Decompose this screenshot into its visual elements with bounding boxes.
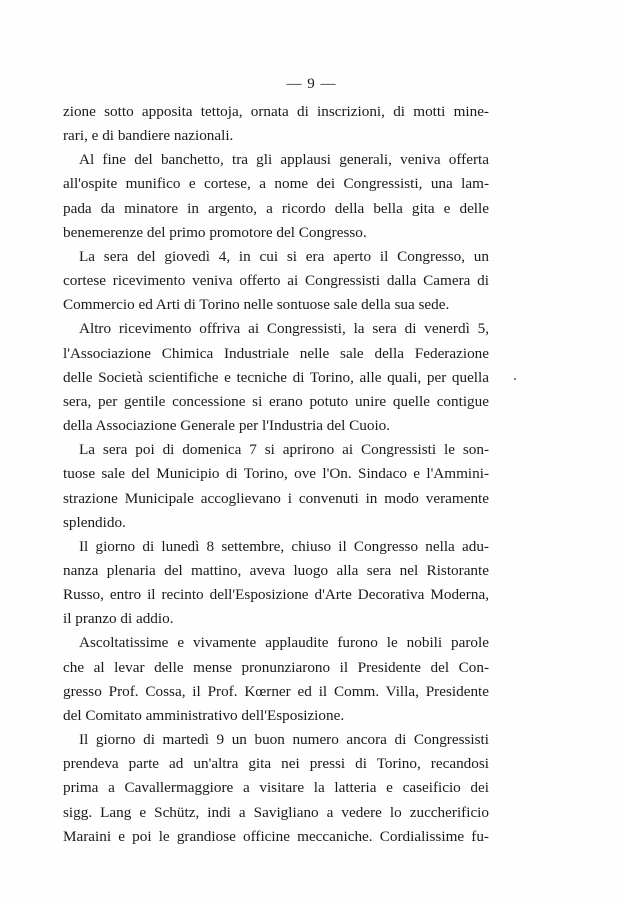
text-line: Russo, entro il recinto dell'Esposizione d'Arte Decorativa Moderna, xyxy=(63,586,489,604)
paragraph-3 xyxy=(63,245,489,317)
text-line: sera, per gentile concessione si erano potuto unire quelle contigue xyxy=(63,392,489,410)
text-line: pada da minatore in argento, a ricordo della bella gita e delle xyxy=(63,199,489,217)
scan-speck xyxy=(514,378,516,380)
text-line: prima a Cavallermaggiore a visitare la latteria e caseificio dei xyxy=(63,779,489,797)
paragraph-6 xyxy=(63,535,489,632)
body-text xyxy=(63,100,489,849)
page-number: — 9 — xyxy=(286,76,337,92)
text-line: Il giorno di lunedì 8 settembre, chiuso il Congresso nella adu- xyxy=(79,537,489,555)
text-line: il pranzo di addio. xyxy=(63,610,174,628)
text-line: che al levar delle mense pronunziarono il Presidente del Con- xyxy=(63,658,489,676)
text-line: Maraini e poi le grandiose officine meccaniche. Cordialissime fu- xyxy=(63,827,489,845)
text-line: Commercio ed Arti di Torino nelle sontuose sale della sua sede. xyxy=(63,296,450,314)
text-line: Al fine del banchetto, tra gli applausi generali, veniva offerta xyxy=(79,151,489,169)
text-line: delle Società scientifiche e tecniche di Torino, alle quali, per quella xyxy=(63,368,489,386)
text-line: La sera poi di domenica 7 si aprirono ai Congressisti le son- xyxy=(79,441,489,459)
paragraph-1 xyxy=(63,100,489,148)
text-line: prendeva parte ad un'altra gita nei pressi di Torino, recandosi xyxy=(63,755,489,773)
text-line: della Associazione Generale per l'Industria del Cuoio. xyxy=(63,417,391,435)
text-line: nanza plenaria del mattino, aveva luogo alla sera nel Ristorante xyxy=(63,561,489,579)
text-line: Ascoltatissime e vivamente applaudite furono le nobili parole xyxy=(79,634,489,652)
text-line: Altro ricevimento offriva ai Congressisti, la sera di venerdì 5, xyxy=(79,320,489,338)
text-line: del Comitato amministrativo dell'Esposizione. xyxy=(63,706,345,724)
text-line: benemerenze del primo promotore del Congresso. xyxy=(63,223,367,241)
paragraph-2 xyxy=(63,148,489,245)
text-line: all'ospite munifico e cortese, a nome dei Congressisti, una lam- xyxy=(63,175,489,193)
text-line: l'Associazione Chimica Industriale nelle sale della Federazione xyxy=(63,344,489,362)
text-line: tuose sale del Municipio di Torino, ove l'On. Sindaco e l'Ammini- xyxy=(63,465,489,483)
text-line: splendido. xyxy=(63,513,126,531)
text-line: rari, e di bandiere nazionali. xyxy=(63,127,234,145)
text-line: zione sotto apposita tettoja, ornata di inscrizioni, di motti mine- xyxy=(63,103,489,120)
text-line: strazione Municipale accoglievano i convenuti in modo veramente xyxy=(63,489,489,507)
text-line: Il giorno di martedì 9 un buon numero ancora di Congressisti xyxy=(79,731,489,749)
text-line: sigg. Lang e Schütz, indi a Savigliano a vedere lo zuccherificio xyxy=(63,803,489,821)
paragraph-4 xyxy=(63,317,489,438)
paragraph-8 xyxy=(63,728,489,849)
paragraph-5 xyxy=(63,438,489,535)
text-line: gresso Prof. Cossa, il Prof. Kœrner ed il Comm. Villa, Presidente xyxy=(63,682,489,700)
text-line: cortese ricevimento veniva offerto ai Congressisti dalla Camera di xyxy=(63,272,489,290)
paragraph-7 xyxy=(63,631,489,728)
text-line: La sera del giovedì 4, in cui si era aperto il Congresso, un xyxy=(79,247,489,265)
